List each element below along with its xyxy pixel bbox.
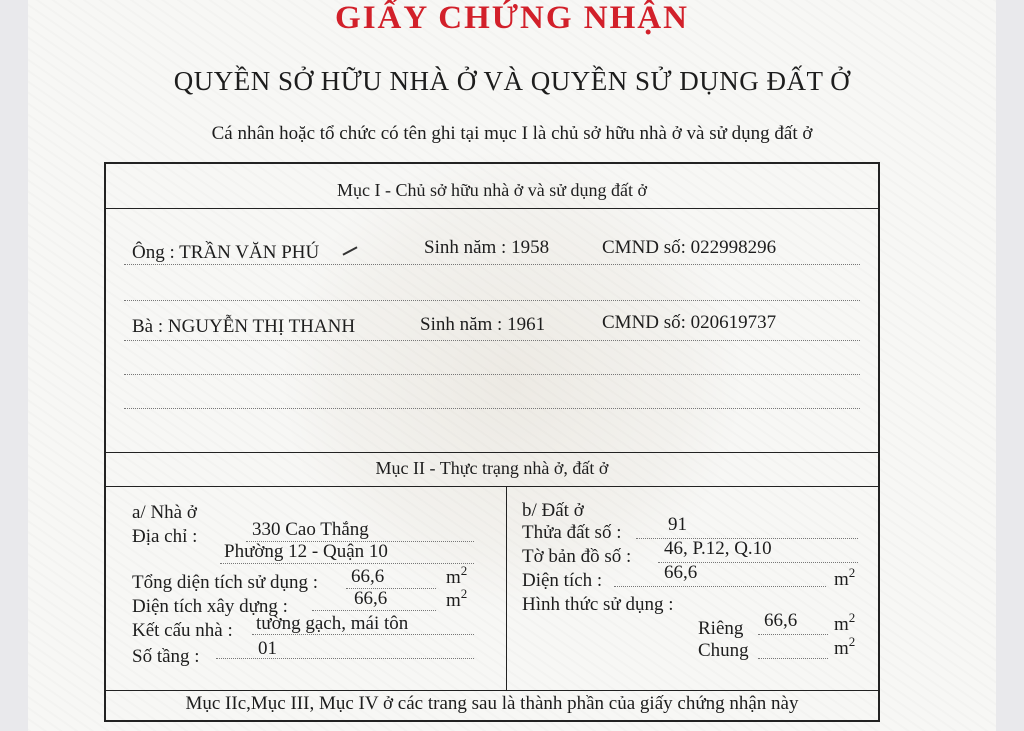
- owner1-name: Ông : TRẦN VĂN PHÚ: [132, 242, 320, 263]
- house-floors-label: Số tầng :: [132, 646, 200, 667]
- dotted-line: [124, 408, 860, 409]
- divider: [106, 690, 878, 691]
- owner1-birth-year: Sinh năm : 1958: [424, 237, 550, 258]
- column-divider: [506, 486, 507, 690]
- divider: [106, 486, 878, 487]
- owner1-id-number: CMND số: 022998296: [602, 237, 777, 258]
- dotted-line: [124, 340, 860, 341]
- land-area-label: Diện tích :: [522, 570, 603, 591]
- dotted-line: [124, 300, 860, 301]
- house-total-area-unit: $m^2$: [446, 563, 468, 588]
- land-area-unit: $m^2$: [834, 565, 856, 590]
- certificate-table: [104, 162, 880, 722]
- land-area-value: 66,6: [664, 562, 698, 583]
- house-structure-label: Kết cấu nhà :: [132, 620, 233, 641]
- land-plot-label: Thửa đất số :: [522, 522, 622, 543]
- owner2-birth-year: Sinh năm : 1961: [420, 314, 546, 335]
- land-private-unit: $m^2$: [834, 610, 856, 635]
- dotted-line: [758, 658, 828, 659]
- tick-mark-icon: [342, 246, 357, 255]
- house-address-label: Địa chỉ :: [132, 526, 198, 547]
- house-floors-value: 01: [258, 638, 277, 659]
- section2-heading: Mục II - Thực trạng nhà ở, đất ở: [375, 458, 609, 478]
- house-heading: a/ Nhà ở: [132, 502, 197, 523]
- house-structure-value: tường gạch, mái tôn: [256, 613, 409, 634]
- house-total-area-label: Tổng diện tích sử dụng :: [132, 572, 319, 593]
- house-build-area-unit: $m^2$: [446, 586, 468, 611]
- land-heading: b/ Đất ở: [522, 500, 584, 521]
- footer-note: Mục IIc,Mục III, Mục IV ở các trang sau là thành phần của giấy chứng nhận này: [185, 693, 799, 714]
- certificate-title: GIẤY CHỨNG NHẬN: [335, 0, 689, 36]
- house-build-area-value: 66,6: [354, 588, 388, 609]
- house-address-line1: 330 Cao Thắng: [252, 519, 369, 540]
- house-build-area-label: Diện tích xây dựng :: [132, 596, 288, 617]
- owner2-id-number: CMND số: 020619737: [602, 312, 777, 333]
- dotted-line: [124, 374, 860, 375]
- dotted-line: [124, 264, 860, 265]
- certificate-subtitle: QUYỀN SỞ HỮU NHÀ Ở VÀ QUYỀN SỬ DỤNG ĐẤT Ở: [173, 66, 851, 96]
- land-private-value: 66,6: [764, 610, 798, 631]
- dotted-line: [312, 610, 436, 611]
- dotted-line: [252, 634, 474, 635]
- divider: [106, 452, 878, 453]
- dotted-line: [614, 586, 826, 587]
- land-map-label: Tờ bản đồ số :: [522, 546, 632, 567]
- intro-text: Cá nhân hoặc tổ chức có tên ghi tại mục I là chủ sở hữu nhà ở và sử dụng đất ở: [211, 123, 813, 144]
- certificate-page: [28, 0, 996, 731]
- land-usage-label: Hình thức sử dụng :: [522, 594, 674, 615]
- land-shared-unit: $m^2$: [834, 634, 856, 659]
- dotted-line: [220, 563, 474, 564]
- house-address-line2: Phường 12 - Quận 10: [224, 541, 388, 562]
- section1-heading: Mục I - Chủ sở hữu nhà ở và sử dụng đất ở: [336, 180, 648, 200]
- owner2-name: Bà : NGUYỄN THỊ THANH: [132, 316, 356, 337]
- land-shared-label: Chung: [698, 640, 749, 661]
- house-total-area-value: 66,6: [351, 566, 385, 587]
- land-plot-value: 91: [668, 514, 687, 535]
- land-map-value: 46, P.12, Q.10: [664, 538, 772, 559]
- dotted-line: [216, 658, 474, 659]
- land-private-label: Riêng: [698, 618, 744, 639]
- dotted-line: [758, 634, 828, 635]
- divider: [106, 208, 878, 209]
